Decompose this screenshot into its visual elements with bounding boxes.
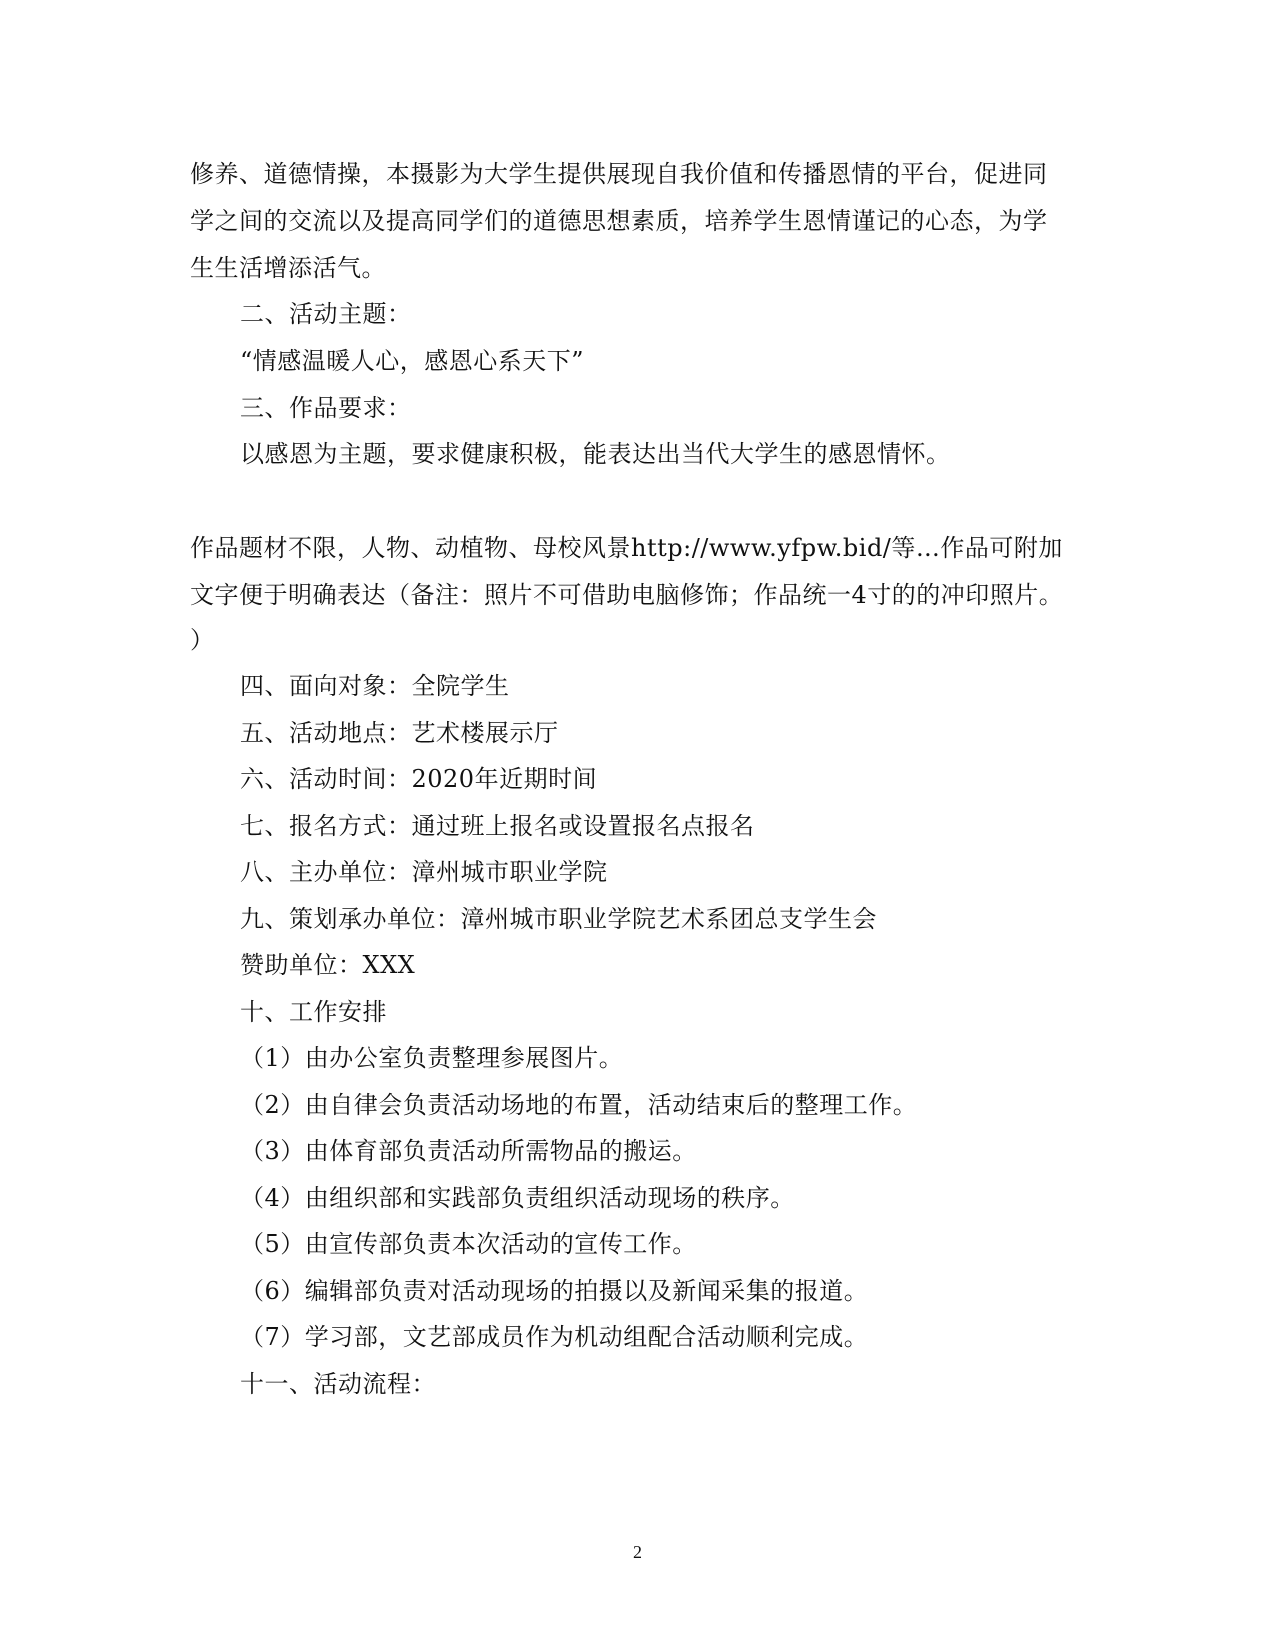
theme-slogan: “情感温暖人心，感恩心系天下” [240, 347, 585, 375]
list-item: （6）编辑部负责对活动现场的拍摄以及新闻采集的报道。 [240, 1277, 869, 1305]
list-item: （2）由自律会负责活动场地的布置，活动结束后的整理工作。 [240, 1091, 918, 1119]
section-heading-work-arrangement: 十、工作安排 [240, 998, 387, 1026]
body-text-line: 文字便于明确表达（备注：照片不可借助电脑修饰；作品统一4寸的的冲印照片。 [190, 581, 1064, 609]
section-heading-time: 六、活动时间：2020年近期时间 [240, 765, 598, 793]
body-text-line: 以感恩为主题，要求健康积极，能表达出当代大学生的感恩情怀。 [240, 440, 951, 468]
list-item: （3）由体育部负责活动所需物品的搬运。 [240, 1137, 697, 1165]
page-number: 2 [633, 1542, 642, 1562]
list-item: （1）由办公室负责整理参展图片。 [240, 1044, 624, 1072]
section-heading-audience: 四、面向对象：全院学生 [240, 672, 510, 700]
list-item: （4）由组织部和实践部负责组织活动现场的秩序。 [240, 1184, 795, 1212]
body-text-line: 生生活增添活气。 [190, 254, 386, 282]
section-heading-process: 十一、活动流程： [240, 1370, 436, 1398]
section-heading-registration: 七、报名方式：通过班上报名或设置报名点报名 [240, 812, 755, 840]
body-text-line: ） [190, 626, 215, 654]
list-item: （7）学习部，文艺部成员作为机动组配合活动顺利完成。 [240, 1323, 869, 1351]
section-heading-theme: 二、活动主题： [240, 300, 412, 328]
section-heading-planner: 九、策划承办单位：漳州城市职业学院艺术系团总支学生会 [240, 905, 877, 933]
list-item: （5）由宣传部负责本次活动的宣传工作。 [240, 1230, 697, 1258]
body-text-line: 学之间的交流以及提高同学们的道德思想素质，培养学生恩情谨记的心态，为学 [190, 207, 1048, 235]
body-text-line: 修养、道德情操，本摄影为大学生提供展现自我价值和传播恩情的平台，促进同 [190, 160, 1048, 188]
section-heading-requirements: 三、作品要求： [240, 394, 412, 422]
body-text-line: 作品题材不限，人物、动植物、母校风景http://www.yfpw.bid/等…作品可附加 [190, 534, 1063, 562]
section-heading-location: 五、活动地点：艺术楼展示厅 [240, 719, 559, 747]
section-heading-organizer: 八、主办单位：漳州城市职业学院 [240, 858, 608, 886]
sponsor-line: 赞助单位：XXX [240, 951, 416, 979]
